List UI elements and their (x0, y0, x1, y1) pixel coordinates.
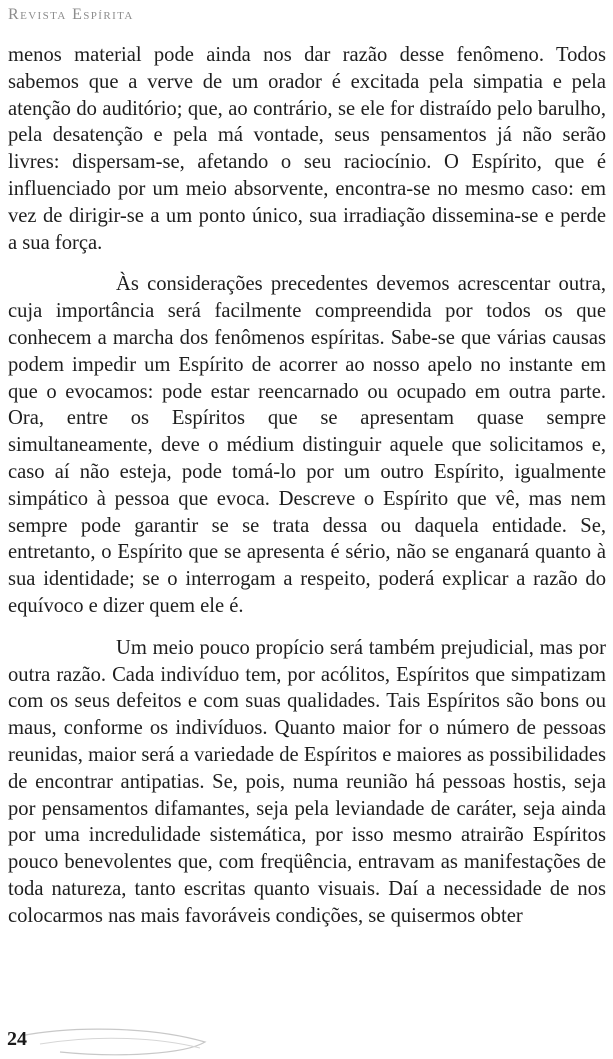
paragraph-2: Às considerações precedentes devemos acrescentar outra, cuja importância será facilmente compreendida por todos os que conhecem a marcha dos fenômenos espíritas. Sabe-se que várias causas podem impedir um Espírito de acorrer ao nosso apelo no instante em que o evocamos: pode estar reencarnado ou ocupado em outra parte. Ora, entre os Espíritos que se apresentam quase sempre simultaneamente, deve o médium distinguir aquele que solicitamos e, caso aí não esteja, pode tomá-lo por um outro Espírito, igualmente simpático à pessoa que evoca. Descreve o Espírito que vê, mas nem sempre pode garantir se se trata dessa ou daquela entidade. Se, entretanto, o Espírito que se apresenta é sério, não se enganará quanto à sua identidade; se o interrogam a respeito, poderá explicar a razão do equívoco e dizer quem ele é. (8, 273, 606, 617)
page-body (8, 42, 606, 945)
running-header: Revista Espírita (8, 6, 134, 23)
page-number: 24 (7, 1028, 27, 1050)
paragraph-1: menos material pode ainda nos dar razão desse fenômeno. Todos sabemos que a verve de um orador é excitada pela simpatia e pela atenção do auditório; que, ao contrário, se ele for distraído pelo barulho, pela desatenção e pela má vontade, seus pensamentos já não serão livres: dispersam-se, afetando o seu raciocínio. O Espírito, que é influenciado por um meio absorvente, encontra-se no mesmo caso: em vez de dirigir-se a um ponto único, sua irradiação dissemina-se e perde a sua força. (8, 44, 606, 254)
decorative-swoosh (0, 1018, 260, 1059)
paragraph-3: Um meio pouco propício será também prejudicial, mas por outra razão. Cada indivíduo tem, por acólitos, Espíritos que simpatizam com os seus defeitos e com suas qualidades. Tais Espíritos são bons ou maus, conforme os indivíduos. Quanto maior for o número de pessoas reunidas, maior será a variedade de Espíritos e maiores as possibilidades de encontrar antipatias. Se, pois, numa reunião há pessoas hostis, seja por pensamentos difamantes, seja pela leviandade de caráter, seja ainda por uma incredulidade sistemática, por isso mesmo atrairão Espíritos pouco benevolentes que, com freqüência, entravam as manifestações de toda natureza, tanto escritas quanto visuais. Daí a necessidade de nos colocarmos nas mais favoráveis condições, se quisermos obter (8, 636, 606, 927)
